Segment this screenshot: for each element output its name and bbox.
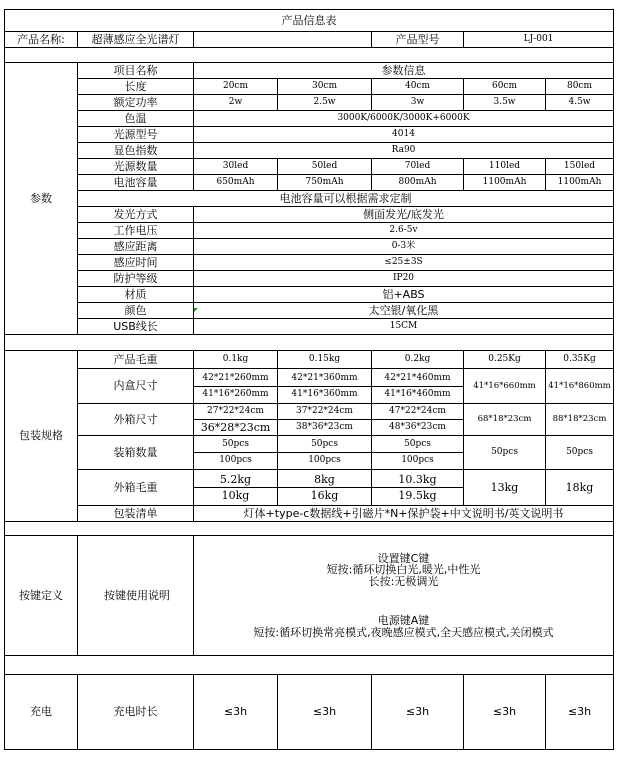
- qty-20-a: 50pcs: [194, 437, 277, 453]
- qty-20-b: 100pcs: [219, 455, 252, 465]
- gross-80: 0.35Kg: [546, 351, 614, 369]
- inner-30-a: 42*21*360mm: [278, 371, 371, 387]
- box-40: [372, 470, 464, 506]
- keys-label: 按键使用说明: [78, 536, 194, 656]
- ip-value: IP20: [194, 271, 614, 287]
- source-model-label: 光源型号: [78, 127, 194, 143]
- gross-40: 0.2kg: [372, 351, 464, 369]
- source-qty-30: 50led: [278, 159, 372, 175]
- outer-30-a: 37*22*24cm: [278, 404, 371, 420]
- outer-60: 68*18*23cm: [464, 404, 546, 436]
- inner-20: [194, 369, 278, 404]
- keys-section-label: 按键定义: [5, 536, 78, 656]
- inner-80: 41*16*860mm: [546, 369, 614, 404]
- product-name-label: 产品名称:: [5, 32, 78, 48]
- outer-20-b: 36*28*23cm: [200, 421, 271, 434]
- sense-time-label: 感应时间: [78, 255, 194, 271]
- list-label: 包装清单: [78, 506, 194, 522]
- outer-20: [194, 404, 278, 436]
- product-info-table: [4, 9, 614, 750]
- power-label: 额定功率: [78, 95, 194, 111]
- cell-comment-marker: [194, 308, 198, 312]
- length-40: 40cm: [372, 79, 464, 95]
- colour-label: 颜色: [78, 303, 194, 319]
- box-30-a: 8kg: [278, 472, 371, 488]
- box-40-b: 19.5kg: [398, 489, 437, 502]
- cri-value: Ra90: [194, 143, 614, 159]
- box-20-b: 10kg: [221, 489, 250, 502]
- material-label: 材质: [78, 287, 194, 303]
- box-40-a: 10.3kg: [372, 472, 463, 488]
- params-section-label: 参数: [5, 63, 78, 335]
- outer-40: [372, 404, 464, 436]
- length-20: 20cm: [194, 79, 278, 95]
- outer-30: [278, 404, 372, 436]
- charge-80: ≤3h: [546, 675, 614, 750]
- header-label: 项目名称: [78, 63, 194, 79]
- qty-30: [278, 436, 372, 470]
- power-20: 2w: [194, 95, 278, 111]
- qty-label: 装箱数量: [78, 436, 194, 470]
- gross-30: 0.15kg: [278, 351, 372, 369]
- color-temp-label: 色温: [78, 111, 194, 127]
- spacer-row: [5, 522, 614, 536]
- key-a-title: 电源键A键: [377, 614, 430, 628]
- qty-60: 50pcs: [464, 436, 546, 470]
- key-a-short: 短按:循环切换常亮模式,夜晚感应模式,全天感应模式,关闭模式: [253, 625, 554, 639]
- length-30: 30cm: [278, 79, 372, 95]
- source-qty-20: 30led: [194, 159, 278, 175]
- battery-note: 电池容量可以根据需求定制: [78, 191, 614, 207]
- emit-label: 发光方式: [78, 207, 194, 223]
- qty-30-b: 100pcs: [308, 455, 341, 465]
- battery-60: 1100mAh: [464, 175, 546, 191]
- gross-20: 0.1kg: [194, 351, 278, 369]
- inner-20-a: 42*21*260mm: [194, 371, 277, 387]
- box-80: 18kg: [546, 470, 614, 506]
- key-c-short: 短按:循环切换白光,暖光,中性光: [326, 563, 481, 577]
- usb-value: 15CM: [194, 319, 614, 335]
- box-20-a: 5.2kg: [194, 472, 277, 488]
- sense-time-value: ≤25±3S: [194, 255, 614, 271]
- spacer-row: [5, 48, 614, 63]
- inner-40-b: 41*16*460mm: [384, 388, 451, 399]
- length-60: 60cm: [464, 79, 546, 95]
- outer-40-b: 48*36*23cm: [389, 422, 446, 432]
- blank-cell: [194, 32, 372, 48]
- usb-label: USB线长: [78, 319, 194, 335]
- key-c-title: 设置键C键: [377, 551, 430, 565]
- box-60: 13kg: [464, 470, 546, 506]
- source-qty-40: 70led: [372, 159, 464, 175]
- power-80: 4.5w: [546, 95, 614, 111]
- product-name: 超薄感应全光谱灯: [78, 32, 194, 48]
- model-value: LJ-001: [464, 32, 614, 48]
- box-gross-label: 外箱毛重: [78, 470, 194, 506]
- inner-30-b: 41*16*360mm: [291, 388, 358, 399]
- inner-30: [278, 369, 372, 404]
- inner-label: 内盒尺寸: [78, 369, 194, 404]
- list-value: 灯体+type-c数据线+引磁片*N+保护袋+中文说明书/英文说明书: [194, 506, 614, 522]
- emit-value: 侧面发光/底发光: [194, 207, 614, 223]
- ip-label: 防护等级: [78, 271, 194, 287]
- material-value: 铝+ABS: [194, 287, 614, 303]
- outer-80: 88*18*23cm: [546, 404, 614, 436]
- length-80: 80cm: [546, 79, 614, 95]
- box-20: [194, 470, 278, 506]
- battery-80: 1100mAh: [546, 175, 614, 191]
- power-60: 3.5w: [464, 95, 546, 111]
- gross-label: 产品毛重: [78, 351, 194, 369]
- qty-30-a: 50pcs: [278, 437, 371, 453]
- cri-label: 显色指数: [78, 143, 194, 159]
- source-model-value: 4014: [194, 127, 614, 143]
- model-label: 产品型号: [372, 32, 464, 48]
- key-c-long: 长按:无极调光: [368, 574, 439, 588]
- colour-value: 太空银/氧化黑: [194, 303, 614, 319]
- charge-60: ≤3h: [464, 675, 546, 750]
- spacer-row: [5, 335, 614, 351]
- box-30: [278, 470, 372, 506]
- source-qty-label: 光源数量: [78, 159, 194, 175]
- table-title: 产品信息表: [5, 10, 614, 32]
- qty-40-a: 50pcs: [372, 437, 463, 453]
- spacer-row: [5, 656, 614, 675]
- outer-40-a: 47*22*24cm: [372, 404, 463, 420]
- outer-30-b: 38*36*23cm: [296, 422, 353, 432]
- color-temp-value: 3000K/6000K/3000K+6000K: [194, 111, 614, 127]
- qty-40-b: 100pcs: [401, 455, 434, 465]
- qty-40: [372, 436, 464, 470]
- packaging-section-label: 包装规格: [5, 351, 78, 522]
- qty-20: [194, 436, 278, 470]
- outer-20-a: 27*22*24cm: [194, 404, 277, 420]
- distance-label: 感应距离: [78, 239, 194, 255]
- charge-30: ≤3h: [278, 675, 372, 750]
- power-30: 2.5w: [278, 95, 372, 111]
- voltage-value: 2.6-5v: [194, 223, 614, 239]
- outer-label: 外箱尺寸: [78, 404, 194, 436]
- source-qty-60: 110led: [464, 159, 546, 175]
- box-30-b: 16kg: [310, 489, 339, 502]
- voltage-label: 工作电压: [78, 223, 194, 239]
- keys-description: [194, 536, 614, 656]
- battery-20: 650mAh: [194, 175, 278, 191]
- key-gap: [194, 587, 613, 615]
- gross-60: 0.25Kg: [464, 351, 546, 369]
- power-40: 3w: [372, 95, 464, 111]
- charge-40: ≤3h: [372, 675, 464, 750]
- battery-30: 750mAh: [278, 175, 372, 191]
- inner-40: [372, 369, 464, 404]
- charge-20: ≤3h: [194, 675, 278, 750]
- source-qty-80: 150led: [546, 159, 614, 175]
- length-label: 长度: [78, 79, 194, 95]
- charge-label: 充电时长: [78, 675, 194, 750]
- battery-label: 电池容量: [78, 175, 194, 191]
- inner-40-a: 42*21*460mm: [372, 371, 463, 387]
- qty-80: 50pcs: [546, 436, 614, 470]
- header-value: 参数信息: [194, 63, 614, 79]
- inner-60: 41*16*660mm: [464, 369, 546, 404]
- inner-20-b: 41*16*260mm: [202, 388, 269, 399]
- battery-40: 800mAh: [372, 175, 464, 191]
- charge-section-label: 充电: [5, 675, 78, 750]
- distance-value: 0-3米: [194, 239, 614, 255]
